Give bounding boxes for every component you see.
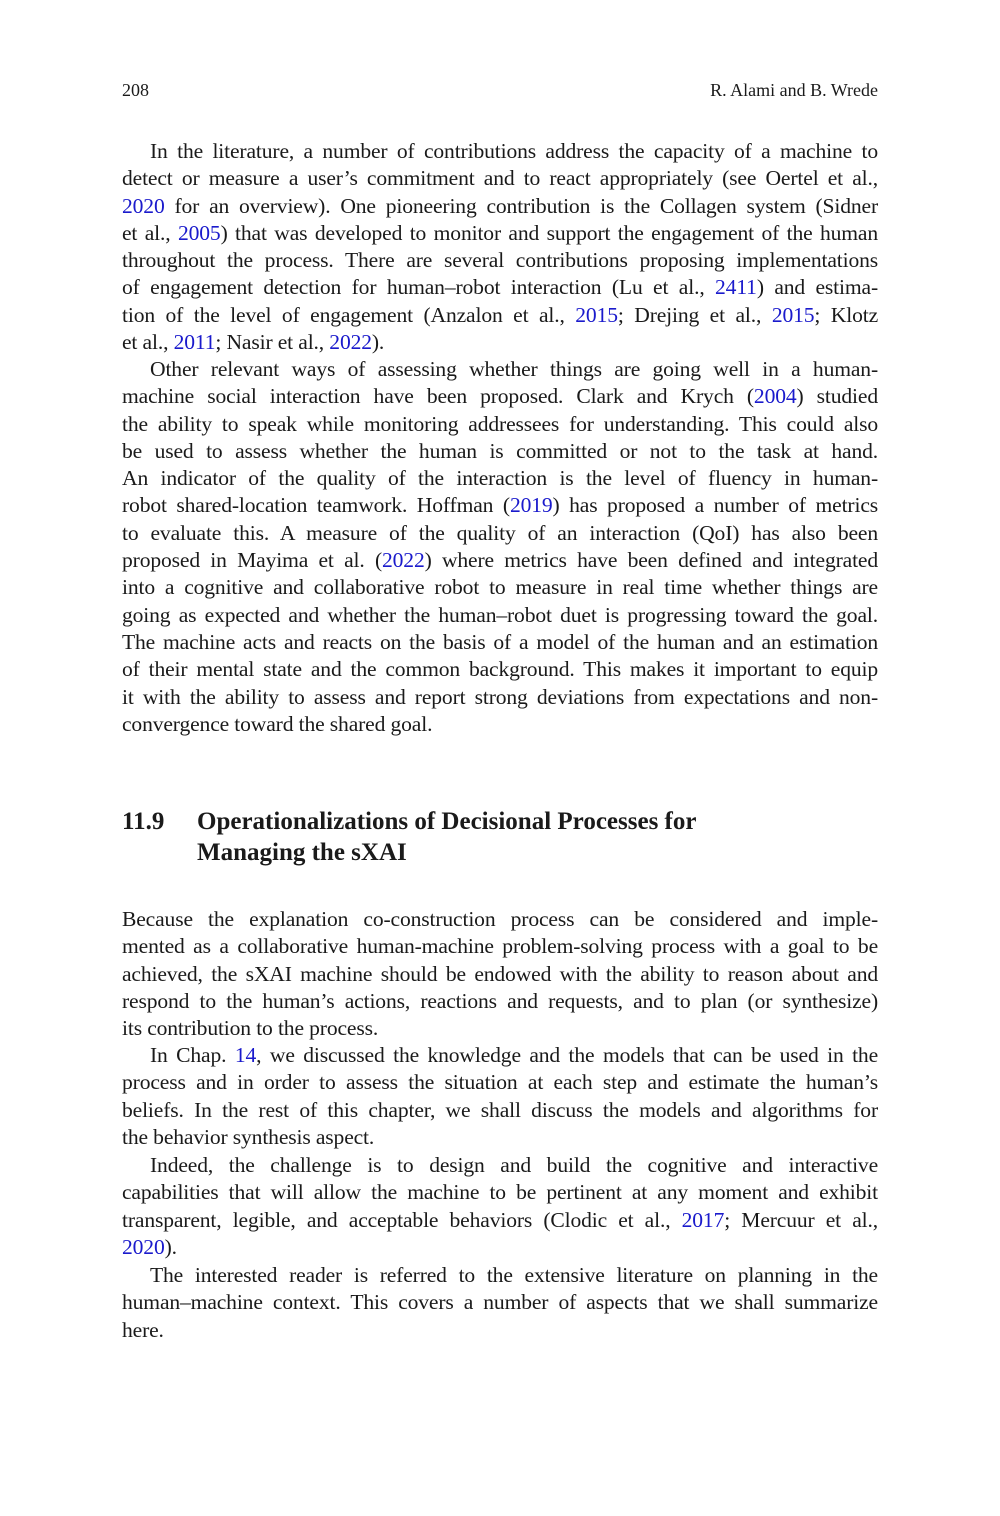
text-line: convergence toward the shared goal. xyxy=(122,711,433,736)
text-line: of their mental state and the common background. This makes it important to equip xyxy=(122,657,878,682)
text-line: it with the ability to assess and report strong deviations from expectations and non- xyxy=(122,684,878,709)
text-line: human–machine context. This covers a number of aspects that we shall summarize xyxy=(122,1290,878,1315)
text-line: its contribution to the process. xyxy=(122,1016,379,1041)
text-line: Other relevant ways of assessing whether things are going well in a human- xyxy=(150,357,878,381)
paragraph-2 xyxy=(122,356,878,738)
text-line: respond to the human’s actions, reactions and requests, and to plan (or synthesize) xyxy=(122,988,878,1013)
text-line: Because the explanation co-construction process can be considered and imple- xyxy=(122,907,878,931)
text-line: of engagement detection for human–robot interaction (Lu et al., 2411) and estima- xyxy=(122,275,878,300)
text-line: The interested reader is referred to the extensive literature on planning in the xyxy=(150,1263,878,1287)
citation-link[interactable]: 2015 xyxy=(575,302,618,327)
text-line: here. xyxy=(122,1317,164,1342)
paragraph-6 xyxy=(122,1262,878,1344)
paragraph-5 xyxy=(122,1152,878,1261)
citation-link[interactable]: 2022 xyxy=(329,330,372,355)
section-number: 11.9 xyxy=(122,808,165,835)
paragraph-1 xyxy=(122,138,878,356)
text-line: In the literature, a number of contributions address the capacity of a machine to xyxy=(150,139,878,163)
text-line: detect or measure a user’s commitment and to react appropriately (see Oertel et al., xyxy=(122,166,878,191)
section-title xyxy=(197,806,797,868)
citation-link[interactable]: 2019 xyxy=(509,493,553,518)
text-line: An indicator of the quality of the interaction is the level of fluency in human- xyxy=(122,466,878,491)
text-line: 2020 for an overview). One pioneering contribution is the Collagen system (Sidner xyxy=(122,193,878,218)
citation-link[interactable]: 2017 xyxy=(681,1207,725,1232)
text-line: be used to assess whether the human is committed or not to the task at hand. xyxy=(122,438,878,463)
text-line: mented as a collaborative human-machine problem-solving process with a goal to be xyxy=(122,934,878,959)
text-line: The machine acts and reacts on the basis of a model of the human and an estimation xyxy=(122,629,878,654)
text-line: achieved, the sXAI machine should be endowed with the ability to reason about and xyxy=(122,961,878,986)
running-head xyxy=(122,80,878,104)
citation-link[interactable]: 2004 xyxy=(753,384,797,409)
paragraph-3 xyxy=(122,906,878,1042)
paragraph-4 xyxy=(122,1042,878,1151)
citation-link[interactable]: 2011 xyxy=(173,330,216,355)
text-line: throughout the process. There are several contributions proposing implementations xyxy=(122,248,878,273)
citation-link[interactable]: 2020 xyxy=(122,1234,165,1259)
text-line: going as expected and whether the human–robot duet is progressing toward the goal. xyxy=(122,602,878,627)
section-title-line-1: Operationalizations of Decisional Processes for xyxy=(197,808,697,835)
text-line: proposed in Mayima et al. (2022) where metrics have been defined and integrated xyxy=(122,548,878,573)
section-title-line-2: Managing the sXAI xyxy=(197,839,407,866)
text-line: transparent, legible, and acceptable behaviors (Clodic et al., 2017; Mercuur et al., xyxy=(122,1207,878,1232)
citation-link[interactable]: 2411 xyxy=(715,275,757,300)
text-line: et al., 2011; Nasir et al., 2022). xyxy=(122,330,385,355)
text-line: et al., 2005) that was developed to monitor and support the engagement of the human xyxy=(122,220,878,245)
text-line: machine social interaction have been proposed. Clark and Krych (2004) studied xyxy=(122,384,878,409)
text-line: into a cognitive and collaborative robot to measure in real time whether things are xyxy=(122,575,878,600)
section-heading xyxy=(122,806,797,868)
page-number: 208 xyxy=(122,80,149,100)
citation-link[interactable]: 2005 xyxy=(177,220,221,245)
text-line: tion of the level of engagement (Anzalon et al., 2015; Drejing et al., 2015; Klotz xyxy=(122,302,879,327)
citation-link[interactable]: 2020 xyxy=(122,193,165,218)
text-line: the behavior synthesis aspect. xyxy=(122,1124,375,1149)
citation-link[interactable]: 2015 xyxy=(771,302,815,327)
text-line: Indeed, the challenge is to design and build the cognitive and interactive xyxy=(150,1153,878,1177)
citation-link[interactable]: 14 xyxy=(234,1043,257,1067)
text-line: to evaluate this. A measure of the quality of an interaction (QoI) has also been xyxy=(122,520,878,545)
text-line: process and in order to assess the situation at each step and estimate the human’s xyxy=(122,1070,878,1095)
running-head-authors: R. Alami and B. Wrede xyxy=(710,80,878,100)
citation-link[interactable]: 2022 xyxy=(382,548,425,573)
text-line: capabilities that will allow the machine to be pertinent at any moment and exhibit xyxy=(122,1180,878,1205)
text-line: the ability to speak while monitoring addressees for understanding. This could also xyxy=(122,411,878,436)
text-line: robot shared-location teamwork. Hoffman (2019) has proposed a number of metrics xyxy=(122,493,879,518)
text-line: 2020). xyxy=(122,1234,177,1259)
text-line: beliefs. In the rest of this chapter, we shall discuss the models and algorithms for xyxy=(122,1097,878,1122)
text-line: In Chap. 14, we discussed the knowledge and the models that can be used in the xyxy=(150,1043,878,1067)
